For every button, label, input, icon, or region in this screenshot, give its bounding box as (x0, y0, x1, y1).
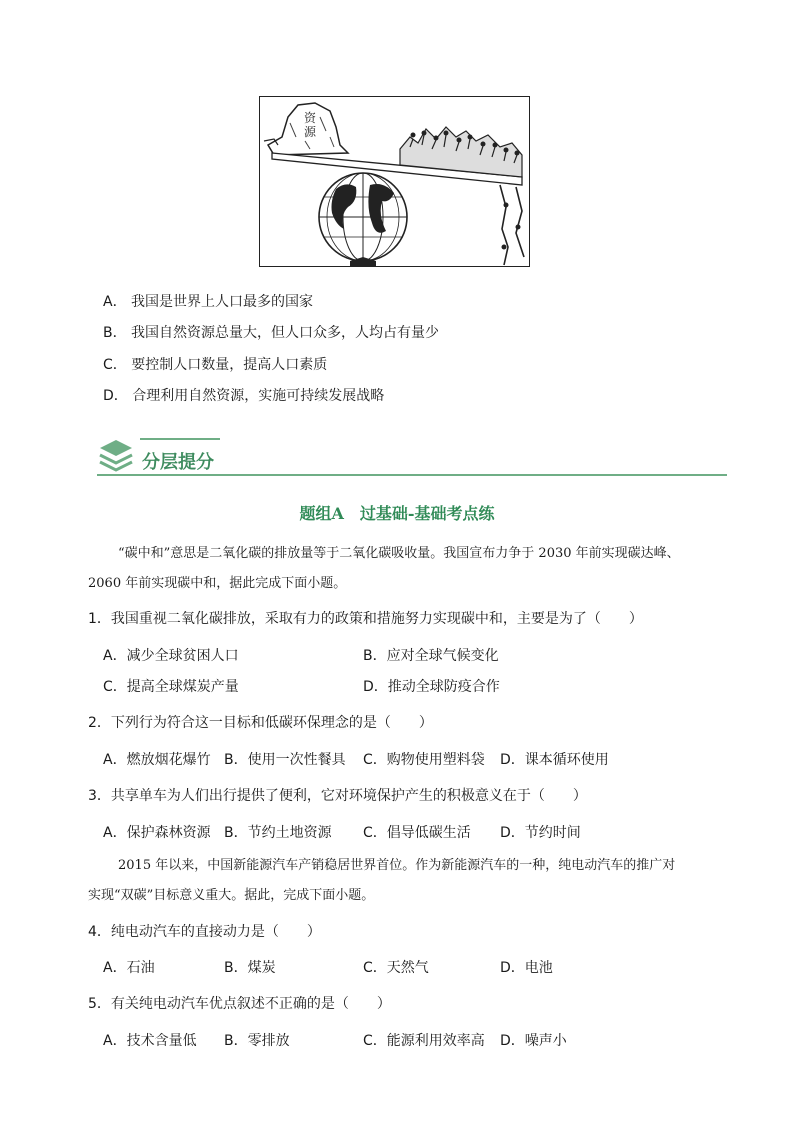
section-title: 分层提分 (142, 452, 214, 473)
q1-option-c[interactable]: C．提高全球煤炭产量 (103, 679, 239, 695)
q5-option-d[interactable]: D．噪声小 (500, 1033, 567, 1049)
q4-option-d[interactable]: D．电池 (500, 960, 553, 976)
section-divider (97, 474, 727, 476)
globe (319, 173, 407, 261)
q3-option-c[interactable]: C．倡导低碳生活 (363, 825, 471, 841)
resource-population-cartoon (259, 96, 530, 267)
group-title: 题组A 过基础-基础考点练 (299, 504, 495, 523)
q1-option-a[interactable]: A．减少全球贫困人口 (103, 648, 239, 664)
q4-option-c[interactable]: C．天然气 (363, 960, 429, 976)
question-2-stem: 2．下列行为符合这一目标和低碳环保理念的是（ ） (88, 715, 433, 731)
q1-option-d[interactable]: D．推动全球防疫合作 (363, 679, 500, 695)
stacked-layers-icon (96, 438, 136, 474)
intro2-line2: 实现“双碳”目标意义重大。据此，完成下面小题。 (88, 888, 375, 903)
q4-option-b[interactable]: B．煤炭 (224, 960, 276, 976)
question-4-stem: 4．纯电动汽车的直接动力是（ ） (88, 924, 321, 940)
cartoon-illustration (260, 97, 530, 267)
q4-option-a[interactable]: A．石油 (103, 960, 155, 976)
resource-label-line1: 资 (304, 111, 317, 125)
q1-option-b[interactable]: B．应对全球气候变化 (363, 648, 499, 664)
question-3-stem: 3．共享单车为人们出行提供了便利，它对环境保护产生的积极意义在于（ ） (88, 788, 587, 804)
intro2-line1: 2015 年以来，中国新能源汽车产销稳居世界首位。作为新能源汽车的一种，纯电动汽车的推广对 (118, 858, 676, 873)
q2-option-c[interactable]: C．购物使用塑料袋 (363, 752, 485, 768)
prev-option-b[interactable]: B． 我国自然资源总量大，但人口众多，人均占有量少 (103, 325, 440, 341)
prev-option-c[interactable]: C． 要控制人口数量，提高人口素质 (103, 357, 328, 373)
intro1-line2: 2060 年前实现碳中和，据此完成下面小题。 (88, 576, 347, 591)
q3-option-d[interactable]: D．节约时间 (500, 825, 581, 841)
q3-option-b[interactable]: B．节约土地资源 (224, 825, 332, 841)
q2-option-b[interactable]: B．使用一次性餐具 (224, 752, 346, 768)
q3-option-a[interactable]: A．保护森林资源 (103, 825, 211, 841)
resource-label (304, 111, 316, 139)
q5-option-a[interactable]: A．技术含量低 (103, 1033, 197, 1049)
intro1-line1: “碳中和”意思是二氧化碳的排放量等于二氧化碳吸收量。我国宣布力争于 2030 年前实现碳达峰、 (118, 546, 680, 561)
question-5-stem: 5．有关纯电动汽车优点叙述不正确的是（ ） (88, 996, 391, 1012)
prev-option-d[interactable]: D． 合理利用自然资源，实施可持续发展战略 (103, 388, 385, 404)
q5-option-c[interactable]: C．能源利用效率高 (363, 1033, 485, 1049)
section-title-overline (140, 438, 220, 440)
q5-option-b[interactable]: B．零排放 (224, 1033, 290, 1049)
q2-option-a[interactable]: A．燃放烟花爆竹 (103, 752, 211, 768)
question-1-stem: 1．我国重视二氧化碳排放，采取有力的政策和措施努力实现碳中和，主要是为了（ ） (88, 611, 643, 627)
prev-option-a[interactable]: A． 我国是世界上人口最多的国家 (103, 294, 314, 310)
q2-option-d[interactable]: D．课本循环使用 (500, 752, 609, 768)
resource-label-line2: 源 (304, 125, 317, 139)
